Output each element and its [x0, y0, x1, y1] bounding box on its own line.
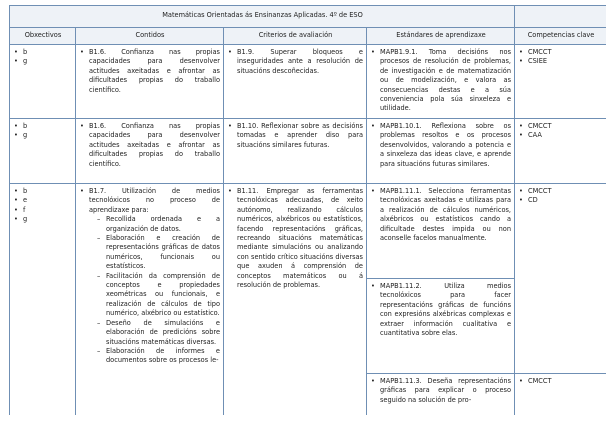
standard-item: • MAPB1.10.1. Reflexiona sobre os problemas resoltos e os procesos desenvolvidos, valorando a potencia e a sinxeleza das ideas clave, e aprende para situacións futuras similares.: [371, 122, 511, 169]
objectives-cell: [10, 45, 76, 119]
content-cell: [76, 45, 224, 119]
header-contents: Contidos: [76, 28, 224, 45]
competence-item: • CD: [519, 196, 603, 205]
table-row: [10, 119, 607, 184]
criterion-cell: [224, 184, 367, 416]
standard-item: • MAPB1.11.3. Deseña representacións gráficas para explicar o proceso seguido na solución de pro-: [371, 377, 511, 405]
curriculum-table: [9, 5, 606, 415]
content-subitem: – Elaboración de informes e documentos sobre os procesos le-: [97, 347, 220, 366]
objective-item: • g: [14, 215, 72, 224]
criterion-cell: [224, 119, 367, 184]
standard-cell: [367, 374, 515, 416]
header-objectives: Obxectivos: [10, 28, 76, 45]
competence-item: • CMCCT: [519, 48, 603, 57]
standard-item: • MAPB1.9.1. Toma decisións nos procesos de resolución de problemas, de investigación e de matematización ou de modelización, e valora as consecuencias destas e a súa conveniencia pola súa sinxeleza e utilidade.: [371, 48, 511, 114]
competences-cell: [515, 119, 606, 184]
standard-cell: [367, 45, 515, 119]
content-item: [80, 187, 220, 366]
criterion-item: • B1.11. Empregar as ferramentas tecnolóxicas adecuadas, de xeito autónomo, realizando cálculos numéricos, alxébricos ou estatísticos, facendo representacións gráficas, recreando situacións matemáticas mediante simulacións ou analizando con sentido crítico situacións diversas que axuden á comprensión de conceptos matemáticos ou á resolución de problemas.: [228, 187, 363, 290]
curriculum-page: [9, 5, 606, 415]
criterion-item: • B1.10. Reflexionar sobre as decisións tomadas e aprender diso para situacións similares futuras.: [228, 122, 363, 150]
table-title-blank: [515, 6, 606, 28]
content-item: • B1.6. Confianza nas propias capacidades para desenvolver actitudes axeitadas e afrontar as dificultades propias do traballo científico.: [80, 48, 220, 95]
competence-item: • CSIEE: [519, 57, 603, 66]
header-criteria: Criterios de avaliación: [224, 28, 367, 45]
criterion-cell: [224, 45, 367, 119]
objective-item: • b: [14, 187, 72, 196]
objective-item: • b: [14, 48, 72, 57]
content-cell: [76, 184, 224, 416]
competence-item: • CMCCT: [519, 377, 603, 386]
standard-cell: [367, 119, 515, 184]
competences-cell: [515, 184, 606, 374]
objective-item: • g: [14, 131, 72, 140]
competence-item: • CMCCT: [519, 187, 603, 196]
content-item: • B1.6. Confianza nas propias capacidades para desenvolver actitudes axeitadas e afrontar as dificultades propias do traballo científico.: [80, 122, 220, 169]
objective-item: • g: [14, 57, 72, 66]
competence-item: • CMCCT: [519, 122, 603, 131]
objective-item: • e: [14, 196, 72, 205]
content-subitem: – Elaboración e creación de representacións gráficas de datos numéricos, funcionais ou estatísticos.: [97, 234, 220, 272]
standard-item: • MAPB1.11.1. Selecciona ferramentas tecnolóxicas axeitadas e utilízaas para a realización de cálculos numéricos, alxébricos ou estatísticos cando a dificultade destes impida ou non aconselle facelos manualmente.: [371, 187, 511, 243]
content-subitem: – Recollida ordenada e a organización de datos.: [97, 215, 220, 234]
table-row: [10, 184, 607, 279]
content-intro: B1.7. Utilización de medios tecnolóxicos no proceso de aprendizaxe para:: [89, 187, 220, 214]
competence-item: • CAA: [519, 131, 603, 140]
table-row: [10, 45, 607, 119]
table-title: Matemáticas Orientadas ás Ensinanzas Aplicadas. 4º de ESO: [10, 6, 515, 28]
objective-item: • f: [14, 206, 72, 215]
header-standards: Estándares de aprendizaxe: [367, 28, 515, 45]
content-subitem: – Facilitación da comprensión de conceptos e propiedades xeométricas ou funcionais, e realización de cálculos de tipo numérico, alxébrico ou estatístico.: [97, 272, 220, 319]
objectives-cell: [10, 184, 76, 416]
content-cell: [76, 119, 224, 184]
standard-item: • MAPB1.11.2. Utiliza medios tecnolóxicos para facer representacións gráficas de funcións con expresións alxébricas complexas e extraer información cualitativa e cuantitativa sobre elas.: [371, 282, 511, 338]
standard-cell: [367, 279, 515, 374]
content-subitem: – Deseño de simulacións e elaboración de predicións sobre situacións matemáticas diversas.: [97, 319, 220, 347]
objectives-cell: [10, 119, 76, 184]
objective-item: • b: [14, 122, 72, 131]
competences-cell: [515, 45, 606, 119]
standard-cell: [367, 184, 515, 279]
header-competences: Competencias clave: [515, 28, 606, 45]
competences-cell: [515, 374, 606, 416]
criterion-item: • B1.9. Superar bloqueos e inseguridades ante a resolución de situacións descoñecidas.: [228, 48, 363, 76]
